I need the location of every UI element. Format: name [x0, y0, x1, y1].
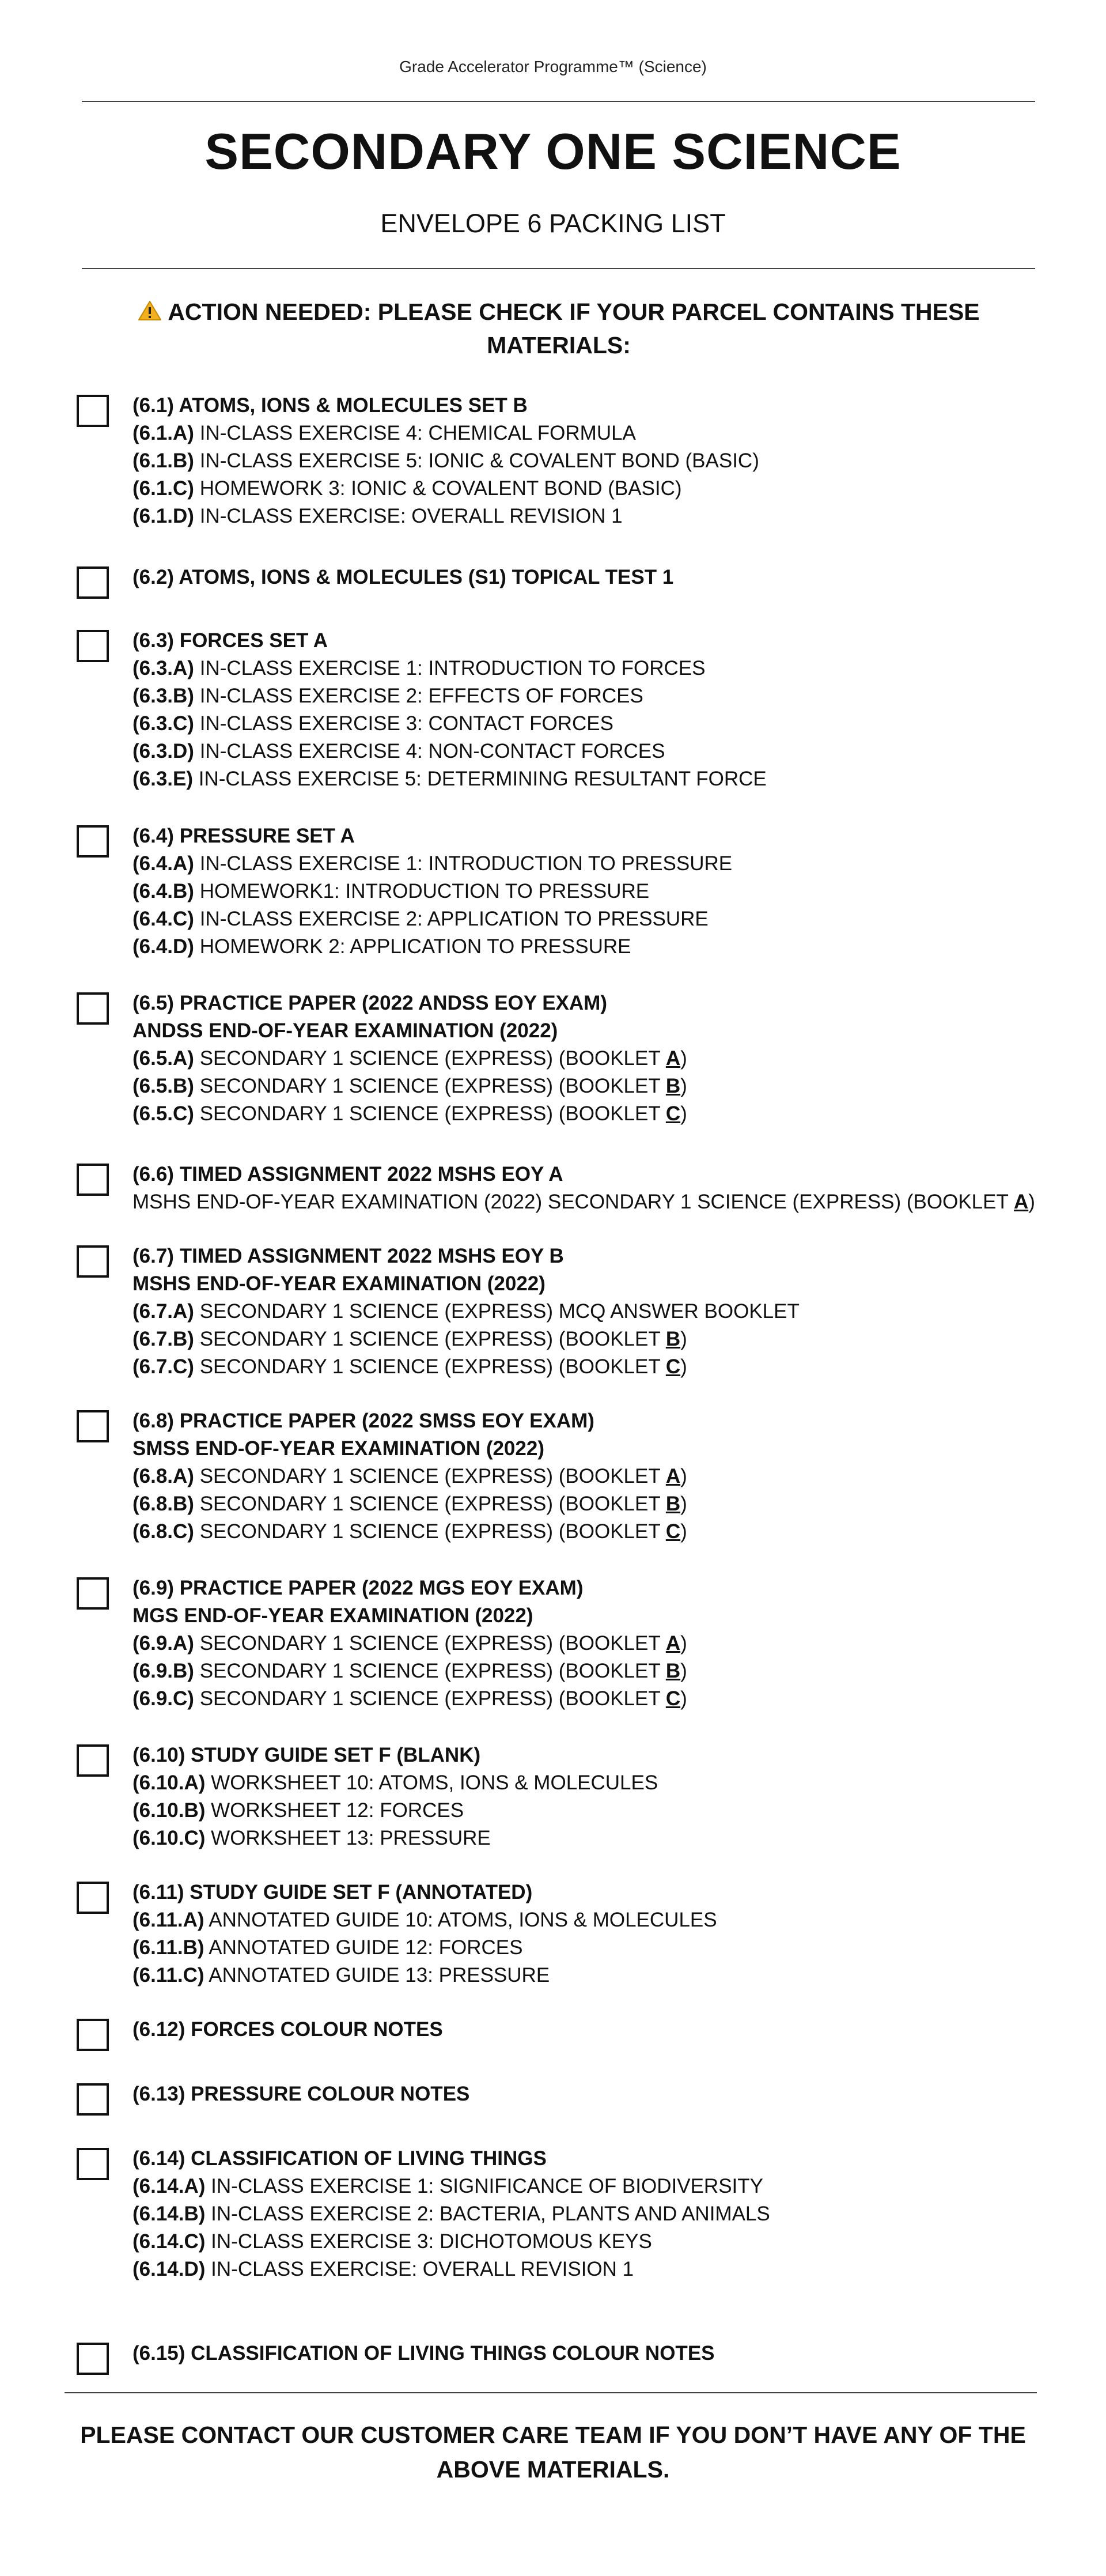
warning-icon [138, 300, 162, 321]
item-title: (6.10) STUDY GUIDE SET F (BLANK) [132, 1744, 481, 1766]
item-subline [132, 475, 1066, 503]
item-text: IN-CLASS EXERCISE 1: SIGNIFICANCE OF BIODIVERSITY [211, 2175, 763, 2197]
checkbox-icon[interactable] [77, 1410, 109, 1442]
item-title: (6.15) CLASSIFICATION OF LIVING THINGS COLOUR NOTES [132, 2342, 715, 2365]
item-subline [132, 933, 1066, 961]
item-lines [132, 2145, 1066, 2283]
checkbox-icon[interactable] [77, 2019, 109, 2051]
item-text: SECONDARY 1 SCIENCE (EXPRESS) (BOOKLET [199, 1047, 666, 1070]
checkbox-icon[interactable] [77, 395, 109, 427]
item-text-suffix: ) [680, 1632, 687, 1655]
item-text: IN-CLASS EXERCISE 4: NON-CONTACT FORCES [199, 740, 665, 762]
item-subline [132, 1072, 1066, 1100]
item-title: (6.3) FORCES SET A [132, 629, 328, 652]
item-title: (6.6) TIMED ASSIGNMENT 2022 MSHS EOY A [132, 1163, 563, 1185]
item-text-suffix: ) [680, 1465, 687, 1487]
checkbox-icon[interactable] [77, 2343, 109, 2375]
item-code: (6.8.C) [132, 1520, 194, 1543]
item-subline [132, 1045, 1066, 1072]
item-text: SECONDARY 1 SCIENCE (EXPRESS) (BOOKLET [199, 1465, 666, 1487]
item-code: (6.8.B) [132, 1493, 194, 1515]
booklet-letter: A [665, 1047, 681, 1070]
booklet-letter: C [665, 1520, 681, 1543]
item-text-suffix: ) [680, 1520, 687, 1543]
checkbox-icon[interactable] [77, 1577, 109, 1610]
item-lines [132, 564, 1066, 591]
item-text-suffix: ) [1028, 1191, 1035, 1213]
item-subline [132, 1188, 1066, 1216]
divider [82, 101, 1035, 102]
item-text: SECONDARY 1 SCIENCE (EXPRESS) MCQ ANSWER BOOKLET [199, 1300, 800, 1323]
item-subline [132, 1906, 1066, 1934]
item-text: MSHS END-OF-YEAR EXAMINATION (2022) SECONDARY 1 SCIENCE (EXPRESS) (BOOKLET [132, 1191, 1014, 1213]
item-title: (6.9) PRACTICE PAPER (2022 MGS EOY EXAM) [132, 1577, 584, 1599]
divider [65, 2392, 1037, 2393]
item-code: (6.3.B) [132, 685, 194, 707]
item-subline [132, 1463, 1066, 1490]
booklet-letter: C [665, 1355, 681, 1378]
item-code: (6.14.A) [132, 2175, 206, 2197]
item-title: (6.11) STUDY GUIDE SET F (ANNOTATED) [132, 1881, 533, 1903]
item-title: (6.8) PRACTICE PAPER (2022 SMSS EOY EXAM) [132, 1410, 594, 1432]
item-subline [132, 1518, 1066, 1546]
action-notice-text: ACTION NEEDED: PLEASE CHECK IF YOUR PARCEL CONTAINS THESE MATERIALS: [168, 299, 980, 358]
item-subline [132, 1100, 1066, 1128]
item-code: (6.8.A) [132, 1465, 194, 1487]
item-text: SECONDARY 1 SCIENCE (EXPRESS) (BOOKLET [199, 1102, 666, 1125]
item-subline [132, 1934, 1066, 1962]
item-text-suffix: ) [680, 1047, 687, 1070]
item-lines [132, 1407, 1066, 1546]
item-subline [132, 420, 1066, 447]
item-subline [132, 2228, 1066, 2256]
checkbox-icon[interactable] [77, 1164, 109, 1196]
item-text: SECONDARY 1 SCIENCE (EXPRESS) (BOOKLET [199, 1075, 666, 1097]
item-text: IN-CLASS EXERCISE 3: CONTACT FORCES [199, 712, 613, 735]
item-subline [132, 1825, 1066, 1852]
item-title: (6.1) ATOMS, IONS & MOLECULES SET B [132, 394, 528, 417]
item-lines [132, 1242, 1066, 1381]
item-subline [132, 655, 1066, 682]
item-text: IN-CLASS EXERCISE 2: EFFECTS OF FORCES [199, 685, 643, 707]
item-text-suffix: ) [680, 1075, 687, 1097]
item-subline [132, 2200, 1066, 2228]
item-code: (6.3.C) [132, 712, 194, 735]
item-code: (6.4.B) [132, 880, 194, 902]
item-lines [132, 627, 1066, 793]
item-text: IN-CLASS EXERCISE 2: BACTERIA, PLANTS AND ANIMALS [211, 2203, 770, 2225]
item-text: HOMEWORK1: INTRODUCTION TO PRESSURE [199, 880, 650, 902]
item-text-suffix: ) [680, 1493, 687, 1515]
booklet-letter: B [665, 1493, 681, 1515]
item-text: IN-CLASS EXERCISE: OVERALL REVISION 1 [199, 505, 623, 527]
item-text: SECONDARY 1 SCIENCE (EXPRESS) (BOOKLET [199, 1520, 666, 1543]
item-title: (6.2) ATOMS, IONS & MOLECULES (S1) TOPICAL TEST 1 [132, 566, 674, 588]
booklet-letter: B [665, 1075, 681, 1097]
item-lines [132, 2016, 1066, 2044]
item-code: (6.14.C) [132, 2230, 206, 2253]
item-text: IN-CLASS EXERCISE 3: DICHOTOMOUS KEYS [211, 2230, 652, 2253]
checkbox-icon[interactable] [77, 1744, 109, 1777]
item-code: (6.3.E) [132, 768, 194, 790]
item-text: ANNOTATED GUIDE 10: ATOMS, IONS & MOLECULES [209, 1909, 717, 1931]
footer-note: PLEASE CONTACT OUR CUSTOMER CARE TEAM IF YOU DON’T HAVE ANY OF THE ABOVE MATERIALS. [80, 2422, 1026, 2483]
item-lines [132, 1574, 1066, 1713]
booklet-letter: A [665, 1465, 681, 1487]
item-text: IN-CLASS EXERCISE 4: CHEMICAL FORMULA [199, 422, 636, 444]
item-code: (6.1.B) [132, 450, 194, 472]
item-code: (6.10.A) [132, 1772, 206, 1794]
item-subline [132, 878, 1066, 905]
item-text: HOMEWORK 3: IONIC & COVALENT BOND (BASIC) [199, 477, 682, 500]
item-subline [132, 765, 1066, 793]
item-code: (6.7.B) [132, 1328, 194, 1350]
item-subtitle: MGS END-OF-YEAR EXAMINATION (2022) [132, 1604, 533, 1627]
item-subline [132, 738, 1066, 765]
item-subline [132, 710, 1066, 738]
item-subtitle: SMSS END-OF-YEAR EXAMINATION (2022) [132, 1437, 544, 1460]
item-text: SECONDARY 1 SCIENCE (EXPRESS) (BOOKLET [199, 1328, 666, 1350]
item-lines [132, 1879, 1066, 1989]
item-title: (6.12) FORCES COLOUR NOTES [132, 2018, 443, 2041]
item-text-suffix: ) [680, 1687, 687, 1710]
item-subline [132, 1962, 1066, 1989]
item-code: (6.10.B) [132, 1799, 206, 1822]
booklet-letter: A [665, 1632, 681, 1655]
item-subline [132, 1769, 1066, 1797]
item-code: (6.4.A) [132, 852, 194, 875]
item-lines [132, 1742, 1066, 1852]
booklet-letter: C [665, 1687, 681, 1710]
item-lines [132, 989, 1066, 1128]
item-text: IN-CLASS EXERCISE 5: IONIC & COVALENT BOND (BASIC) [199, 450, 759, 472]
item-code: (6.14.D) [132, 2258, 206, 2280]
item-text: WORKSHEET 12: FORCES [211, 1799, 464, 1822]
booklet-letter: B [665, 1328, 681, 1350]
item-text-suffix: ) [680, 1355, 687, 1378]
item-text: WORKSHEET 13: PRESSURE [211, 1827, 491, 1849]
checkbox-icon[interactable] [77, 630, 109, 662]
page-subtitle: ENVELOPE 6 PACKING LIST [380, 209, 726, 238]
item-code: (6.7.C) [132, 1355, 194, 1378]
programme-name: Grade Accelerator Programme™ (Science) [399, 58, 707, 75]
item-code: (6.3.A) [132, 657, 194, 679]
item-subline [132, 2256, 1066, 2283]
item-lines [132, 392, 1066, 530]
item-code: (6.7.A) [132, 1300, 194, 1323]
item-text: SECONDARY 1 SCIENCE (EXPRESS) (BOOKLET [199, 1687, 666, 1710]
item-code: (6.11.C) [132, 1964, 204, 1986]
item-subline [132, 682, 1066, 710]
item-lines [132, 2340, 1066, 2367]
item-subtitle: MSHS END-OF-YEAR EXAMINATION (2022) [132, 1272, 546, 1295]
item-text: HOMEWORK 2: APPLICATION TO PRESSURE [199, 935, 631, 958]
checkbox-icon[interactable] [77, 566, 109, 599]
item-text-suffix: ) [680, 1328, 687, 1350]
item-code: (6.14.B) [132, 2203, 206, 2225]
item-subtitle: ANDSS END-OF-YEAR EXAMINATION (2022) [132, 1019, 558, 1042]
item-title: (6.5) PRACTICE PAPER (2022 ANDSS EOY EXAM) [132, 992, 607, 1014]
item-code: (6.4.C) [132, 908, 194, 930]
item-text: SECONDARY 1 SCIENCE (EXPRESS) (BOOKLET [199, 1632, 666, 1655]
item-code: (6.5.B) [132, 1075, 194, 1097]
item-text: SECONDARY 1 SCIENCE (EXPRESS) (BOOKLET [199, 1660, 666, 1682]
checkbox-icon[interactable] [77, 2148, 109, 2180]
item-code: (6.1.A) [132, 422, 194, 444]
item-code: (6.9.A) [132, 1632, 194, 1655]
item-code: (6.9.C) [132, 1687, 194, 1710]
item-text: SECONDARY 1 SCIENCE (EXPRESS) (BOOKLET [199, 1493, 666, 1515]
item-text-suffix: ) [680, 1660, 687, 1682]
item-subline [132, 1657, 1066, 1685]
item-text: IN-CLASS EXERCISE 5: DETERMINING RESULTANT FORCE [198, 768, 767, 790]
item-title: (6.4) PRESSURE SET A [132, 825, 355, 847]
checkbox-icon[interactable] [77, 1245, 109, 1278]
item-code: (6.5.A) [132, 1047, 194, 1070]
item-subline [132, 503, 1066, 530]
item-subline [132, 2173, 1066, 2200]
checkbox-icon[interactable] [77, 2083, 109, 2116]
item-text-suffix: ) [680, 1102, 687, 1125]
item-title: (6.7) TIMED ASSIGNMENT 2022 MSHS EOY B [132, 1245, 564, 1267]
divider [82, 268, 1035, 269]
item-code: (6.5.C) [132, 1102, 194, 1125]
item-code: (6.9.B) [132, 1660, 194, 1682]
booklet-letter: C [665, 1102, 681, 1125]
item-subline [132, 1353, 1066, 1381]
item-text: ANNOTATED GUIDE 12: FORCES [209, 1936, 523, 1959]
item-code: (6.10.C) [132, 1827, 206, 1849]
item-subline [132, 1490, 1066, 1518]
item-text: IN-CLASS EXERCISE 2: APPLICATION TO PRESSURE [199, 908, 709, 930]
item-title: (6.14) CLASSIFICATION OF LIVING THINGS [132, 2147, 547, 2170]
item-subline [132, 1630, 1066, 1657]
item-subline [132, 1325, 1066, 1353]
checkbox-icon[interactable] [77, 992, 109, 1025]
item-lines [132, 2080, 1066, 2108]
page-title: SECONDARY ONE SCIENCE [204, 123, 902, 180]
item-text: IN-CLASS EXERCISE 1: INTRODUCTION TO PRESSURE [199, 852, 733, 875]
item-code: (6.1.C) [132, 477, 194, 500]
item-text: IN-CLASS EXERCISE: OVERALL REVISION 1 [211, 2258, 634, 2280]
action-notice [127, 295, 991, 362]
item-subline [132, 447, 1066, 475]
item-subline [132, 850, 1066, 878]
item-code: (6.4.D) [132, 935, 194, 958]
item-code: (6.11.A) [132, 1909, 204, 1931]
item-code: (6.3.D) [132, 740, 194, 762]
item-subline [132, 905, 1066, 933]
item-subline [132, 1685, 1066, 1713]
item-title: (6.13) PRESSURE COLOUR NOTES [132, 2083, 470, 2105]
item-subline [132, 1298, 1066, 1325]
checkbox-icon[interactable] [77, 825, 109, 858]
booklet-letter: B [665, 1660, 681, 1682]
item-subline [132, 1797, 1066, 1825]
item-text: IN-CLASS EXERCISE 1: INTRODUCTION TO FORCES [199, 657, 706, 679]
item-text: WORKSHEET 10: ATOMS, IONS & MOLECULES [211, 1772, 658, 1794]
item-lines [132, 822, 1066, 961]
item-code: (6.11.B) [132, 1936, 204, 1959]
item-text: SECONDARY 1 SCIENCE (EXPRESS) (BOOKLET [199, 1355, 666, 1378]
booklet-letter: A [1013, 1191, 1029, 1213]
checkbox-icon[interactable] [77, 1882, 109, 1914]
item-lines [132, 1161, 1066, 1216]
item-code: (6.1.D) [132, 505, 194, 527]
item-text: ANNOTATED GUIDE 13: PRESSURE [209, 1964, 550, 1986]
